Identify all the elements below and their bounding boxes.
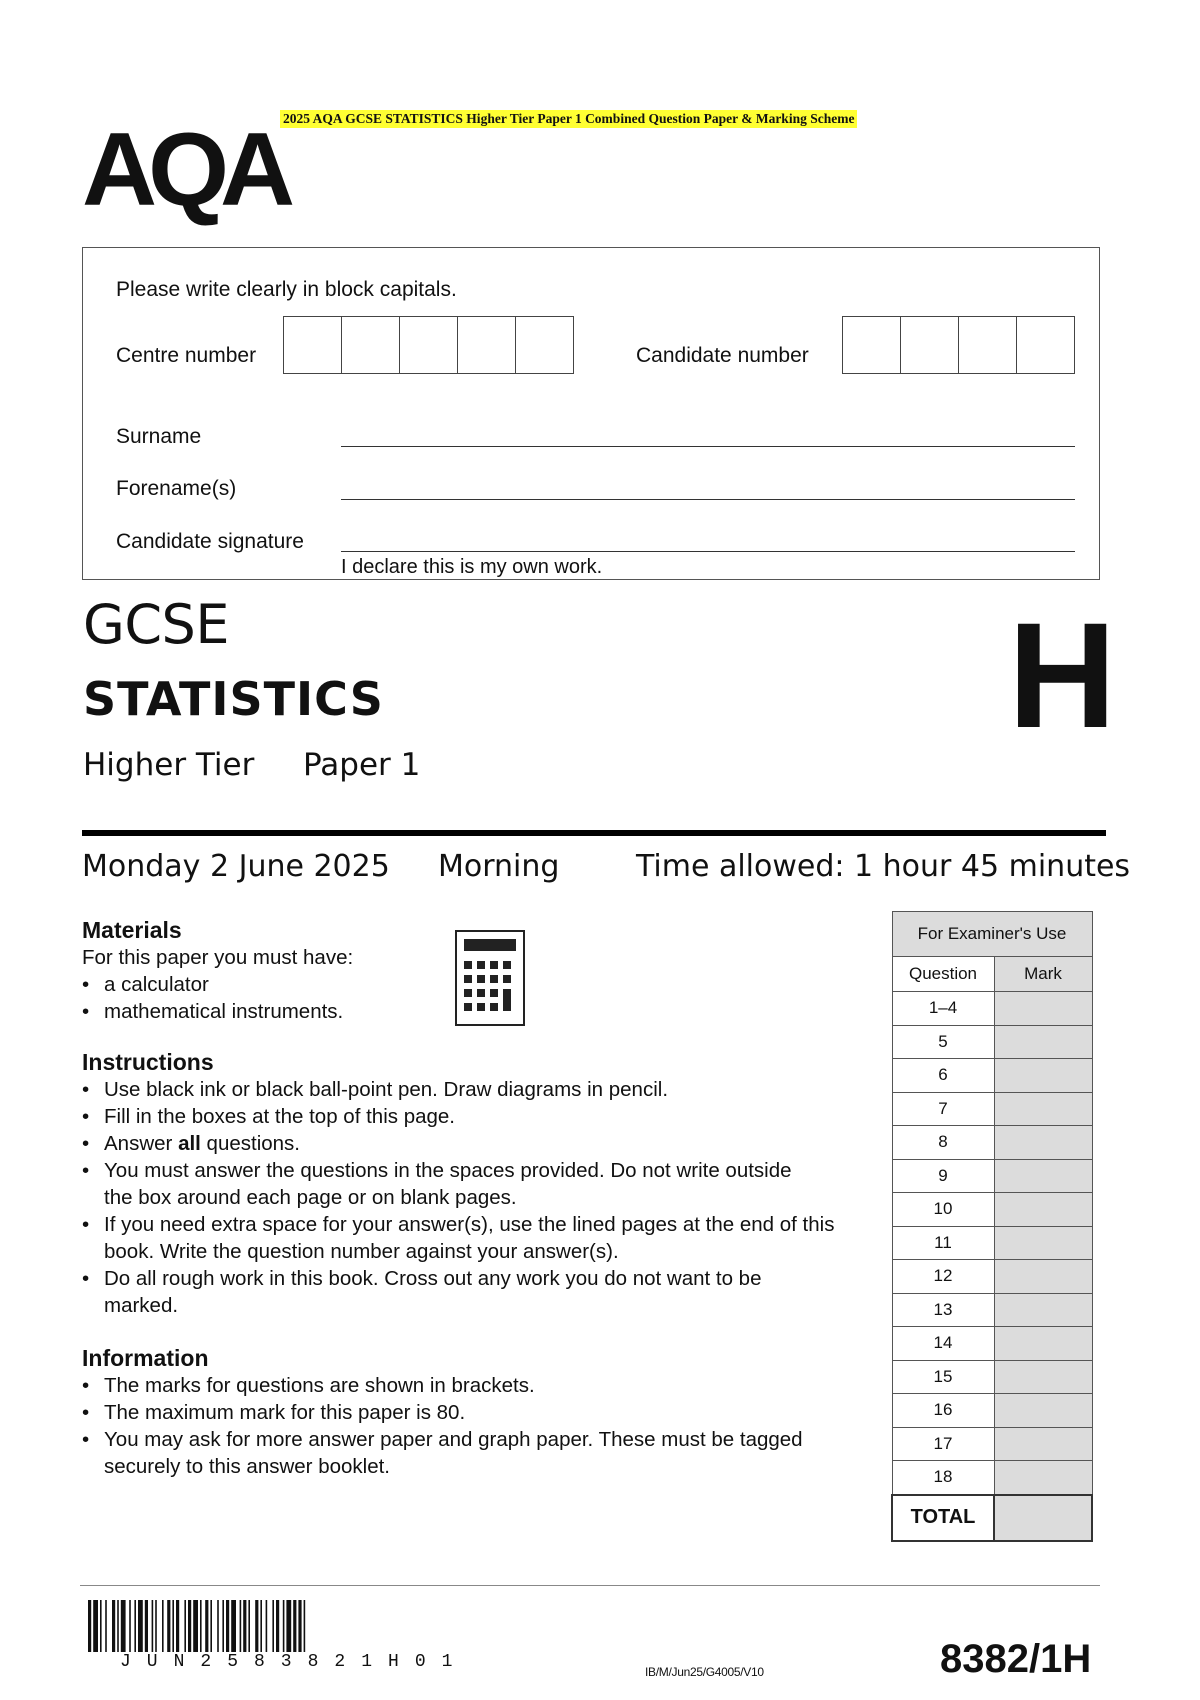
question-number: 5 [892,1025,994,1059]
footer-divider [80,1585,1100,1586]
mark-cell[interactable] [994,1226,1092,1260]
instruction-item: • You must answer the questions in the spaces provided. Do not write outside the box around each page or on blank pages. [82,1157,794,1211]
barcode-bar [93,1600,98,1652]
barcode-bar [188,1600,191,1652]
barcode-bar [134,1600,136,1652]
barcode-bar [129,1600,131,1652]
barcode-bar [121,1600,126,1652]
mark-cell[interactable] [994,1193,1092,1227]
tier-letter: H [1008,591,1117,759]
centre-digit-box[interactable] [516,317,573,373]
materials-section [82,944,442,1025]
instructions-section [82,1076,872,1319]
barcode-bar [248,1600,250,1652]
document-title-banner: 2025 AQA GCSE STATISTICS Higher Tier Paper 1 Combined Question Paper & Marking Scheme [280,110,857,128]
barcode-bar [217,1600,219,1652]
heading-divider [82,830,1106,836]
mark-cell[interactable] [994,1159,1092,1193]
candidate-number-boxes[interactable] [842,316,1075,374]
centre-digit-box[interactable] [458,317,516,373]
question-number: 6 [892,1059,994,1093]
barcode-bar [210,1600,212,1652]
barcode-bar [100,1600,102,1652]
barcode-bar [298,1600,301,1652]
barcode-bar [117,1600,119,1652]
candidate-digit-box[interactable] [843,317,901,373]
barcode-bar [200,1600,202,1652]
mark-cell[interactable] [994,1059,1092,1093]
question-number: 16 [892,1394,994,1428]
barcode-number: JUN2583821H01 [120,1652,469,1672]
mark-cell[interactable] [994,1461,1092,1495]
instruction-item: • Fill in the boxes at the top of this page. [82,1103,872,1130]
barcode-bar [286,1600,291,1652]
mark-cell[interactable] [994,1327,1092,1361]
question-number: 18 [892,1461,994,1495]
materials-intro: For this paper you must have: [82,946,354,969]
barcode-bar [112,1600,115,1652]
question-column-header: Question [892,957,994,992]
block-capitals-instruction: Please write clearly in block capitals. [116,278,457,301]
candidate-digit-box[interactable] [901,317,959,373]
mark-cell[interactable] [994,1126,1092,1160]
barcode-bar [152,1600,154,1652]
instruction-item: • Do all rough work in this book. Cross out any work you do not want to be marked. [82,1265,794,1319]
mark-cell[interactable] [994,1360,1092,1394]
tier-label: Higher Tier [83,747,255,783]
instructions-heading: Instructions [82,1049,214,1075]
question-number: 1–4 [892,992,994,1026]
subject-title: STATISTICS [83,672,384,726]
barcode-bar [293,1600,296,1652]
barcode-bar [243,1600,246,1652]
barcode-bar [283,1600,285,1652]
barcode-bar [205,1600,208,1652]
barcode-bar [167,1600,170,1652]
barcode-bar [226,1600,229,1652]
paper-label: Paper 1 [303,747,421,783]
paper-code: 8382/1H [940,1637,1092,1681]
barcode-bar [222,1600,224,1652]
mark-cell[interactable] [994,992,1092,1026]
information-section [82,1372,822,1480]
mark-cell[interactable] [994,1293,1092,1327]
mark-cell[interactable] [994,1394,1092,1428]
barcode-bar [276,1600,279,1652]
qualification-title: GCSE [83,593,229,656]
total-label: TOTAL [892,1495,994,1541]
barcode-bar [184,1600,186,1652]
mark-cell[interactable] [994,1260,1092,1294]
information-item: • You may ask for more answer paper and graph paper. These must be tagged securely to this answer booklet. [82,1426,824,1480]
barcode-bar [176,1600,179,1652]
barcode-bar [145,1600,148,1652]
question-number: 17 [892,1427,994,1461]
materials-item: • mathematical instruments. [82,998,442,1025]
instruction-item: • If you need extra space for your answer(s), use the lined pages at the end of this book. Write the question number against your answer(s). [82,1211,872,1265]
barcode-bar [266,1600,268,1652]
barcode-bar [255,1600,258,1652]
candidate-digit-box[interactable] [1017,317,1074,373]
materials-heading: Materials [82,917,182,943]
barcode-bar [138,1600,143,1652]
candidate-number-label: Candidate number [636,344,809,367]
total-mark-cell[interactable] [994,1495,1092,1541]
aqa-logo: AQA [82,112,287,228]
surname-label: Surname [116,425,202,448]
barcode-bar [240,1600,242,1652]
question-number: 9 [892,1159,994,1193]
barcode-bar [162,1600,164,1652]
barcode-bar [172,1600,174,1652]
materials-item: • a calculator [82,971,442,998]
examiners-use-table [891,911,1093,1542]
barcode-bar [231,1600,236,1652]
barcode-bar [272,1600,274,1652]
instruction-item: • Answer all questions. [82,1130,872,1157]
instruction-item: • Use black ink or black ball-point pen. Draw diagrams in pencil. [82,1076,872,1103]
question-number: 13 [892,1293,994,1327]
centre-digit-box[interactable] [342,317,400,373]
barcode-bar [260,1600,262,1652]
question-number: 11 [892,1226,994,1260]
forename-label: Forename(s) [116,477,237,500]
calculator-icon [455,930,525,1026]
candidate-details-box [82,247,1100,580]
question-number: 7 [892,1092,994,1126]
signature-line[interactable] [341,551,1075,552]
mark-column-header: Mark [994,957,1092,992]
forename-line[interactable] [341,499,1075,500]
declaration-text: I declare this is my own work. [341,556,603,578]
exam-session: Morning [438,849,560,884]
question-number: 14 [892,1327,994,1361]
examiner-table-title: For Examiner's Use [892,912,1092,957]
barcode-bar [304,1600,306,1652]
question-number: 8 [892,1126,994,1160]
centre-number-label: Centre number [116,344,257,367]
mark-cell[interactable] [994,1427,1092,1461]
information-heading: Information [82,1345,209,1371]
centre-number-boxes[interactable] [283,316,574,374]
centre-digit-box[interactable] [400,317,458,373]
mark-cell[interactable] [994,1092,1092,1126]
surname-line[interactable] [341,446,1075,447]
question-number: 15 [892,1360,994,1394]
barcode-bar [105,1600,107,1652]
question-number: 12 [892,1260,994,1294]
information-item: • The marks for questions are shown in brackets. [82,1372,822,1399]
time-allowed: Time allowed: 1 hour 45 minutes [636,849,1131,884]
candidate-digit-box[interactable] [959,317,1017,373]
barcode-bar [88,1600,91,1652]
exam-date: Monday 2 June 2025 [82,849,390,884]
signature-label: Candidate signature [116,530,304,553]
centre-digit-box[interactable] [284,317,342,373]
barcode [88,1600,498,1652]
mark-cell[interactable] [994,1025,1092,1059]
question-number: 10 [892,1193,994,1227]
document-reference: IB/M/Jun25/G4005/V10 [645,1665,764,1679]
barcode-bar [193,1600,198,1652]
barcode-bar [155,1600,157,1652]
information-item: • The maximum mark for this paper is 80. [82,1399,822,1426]
